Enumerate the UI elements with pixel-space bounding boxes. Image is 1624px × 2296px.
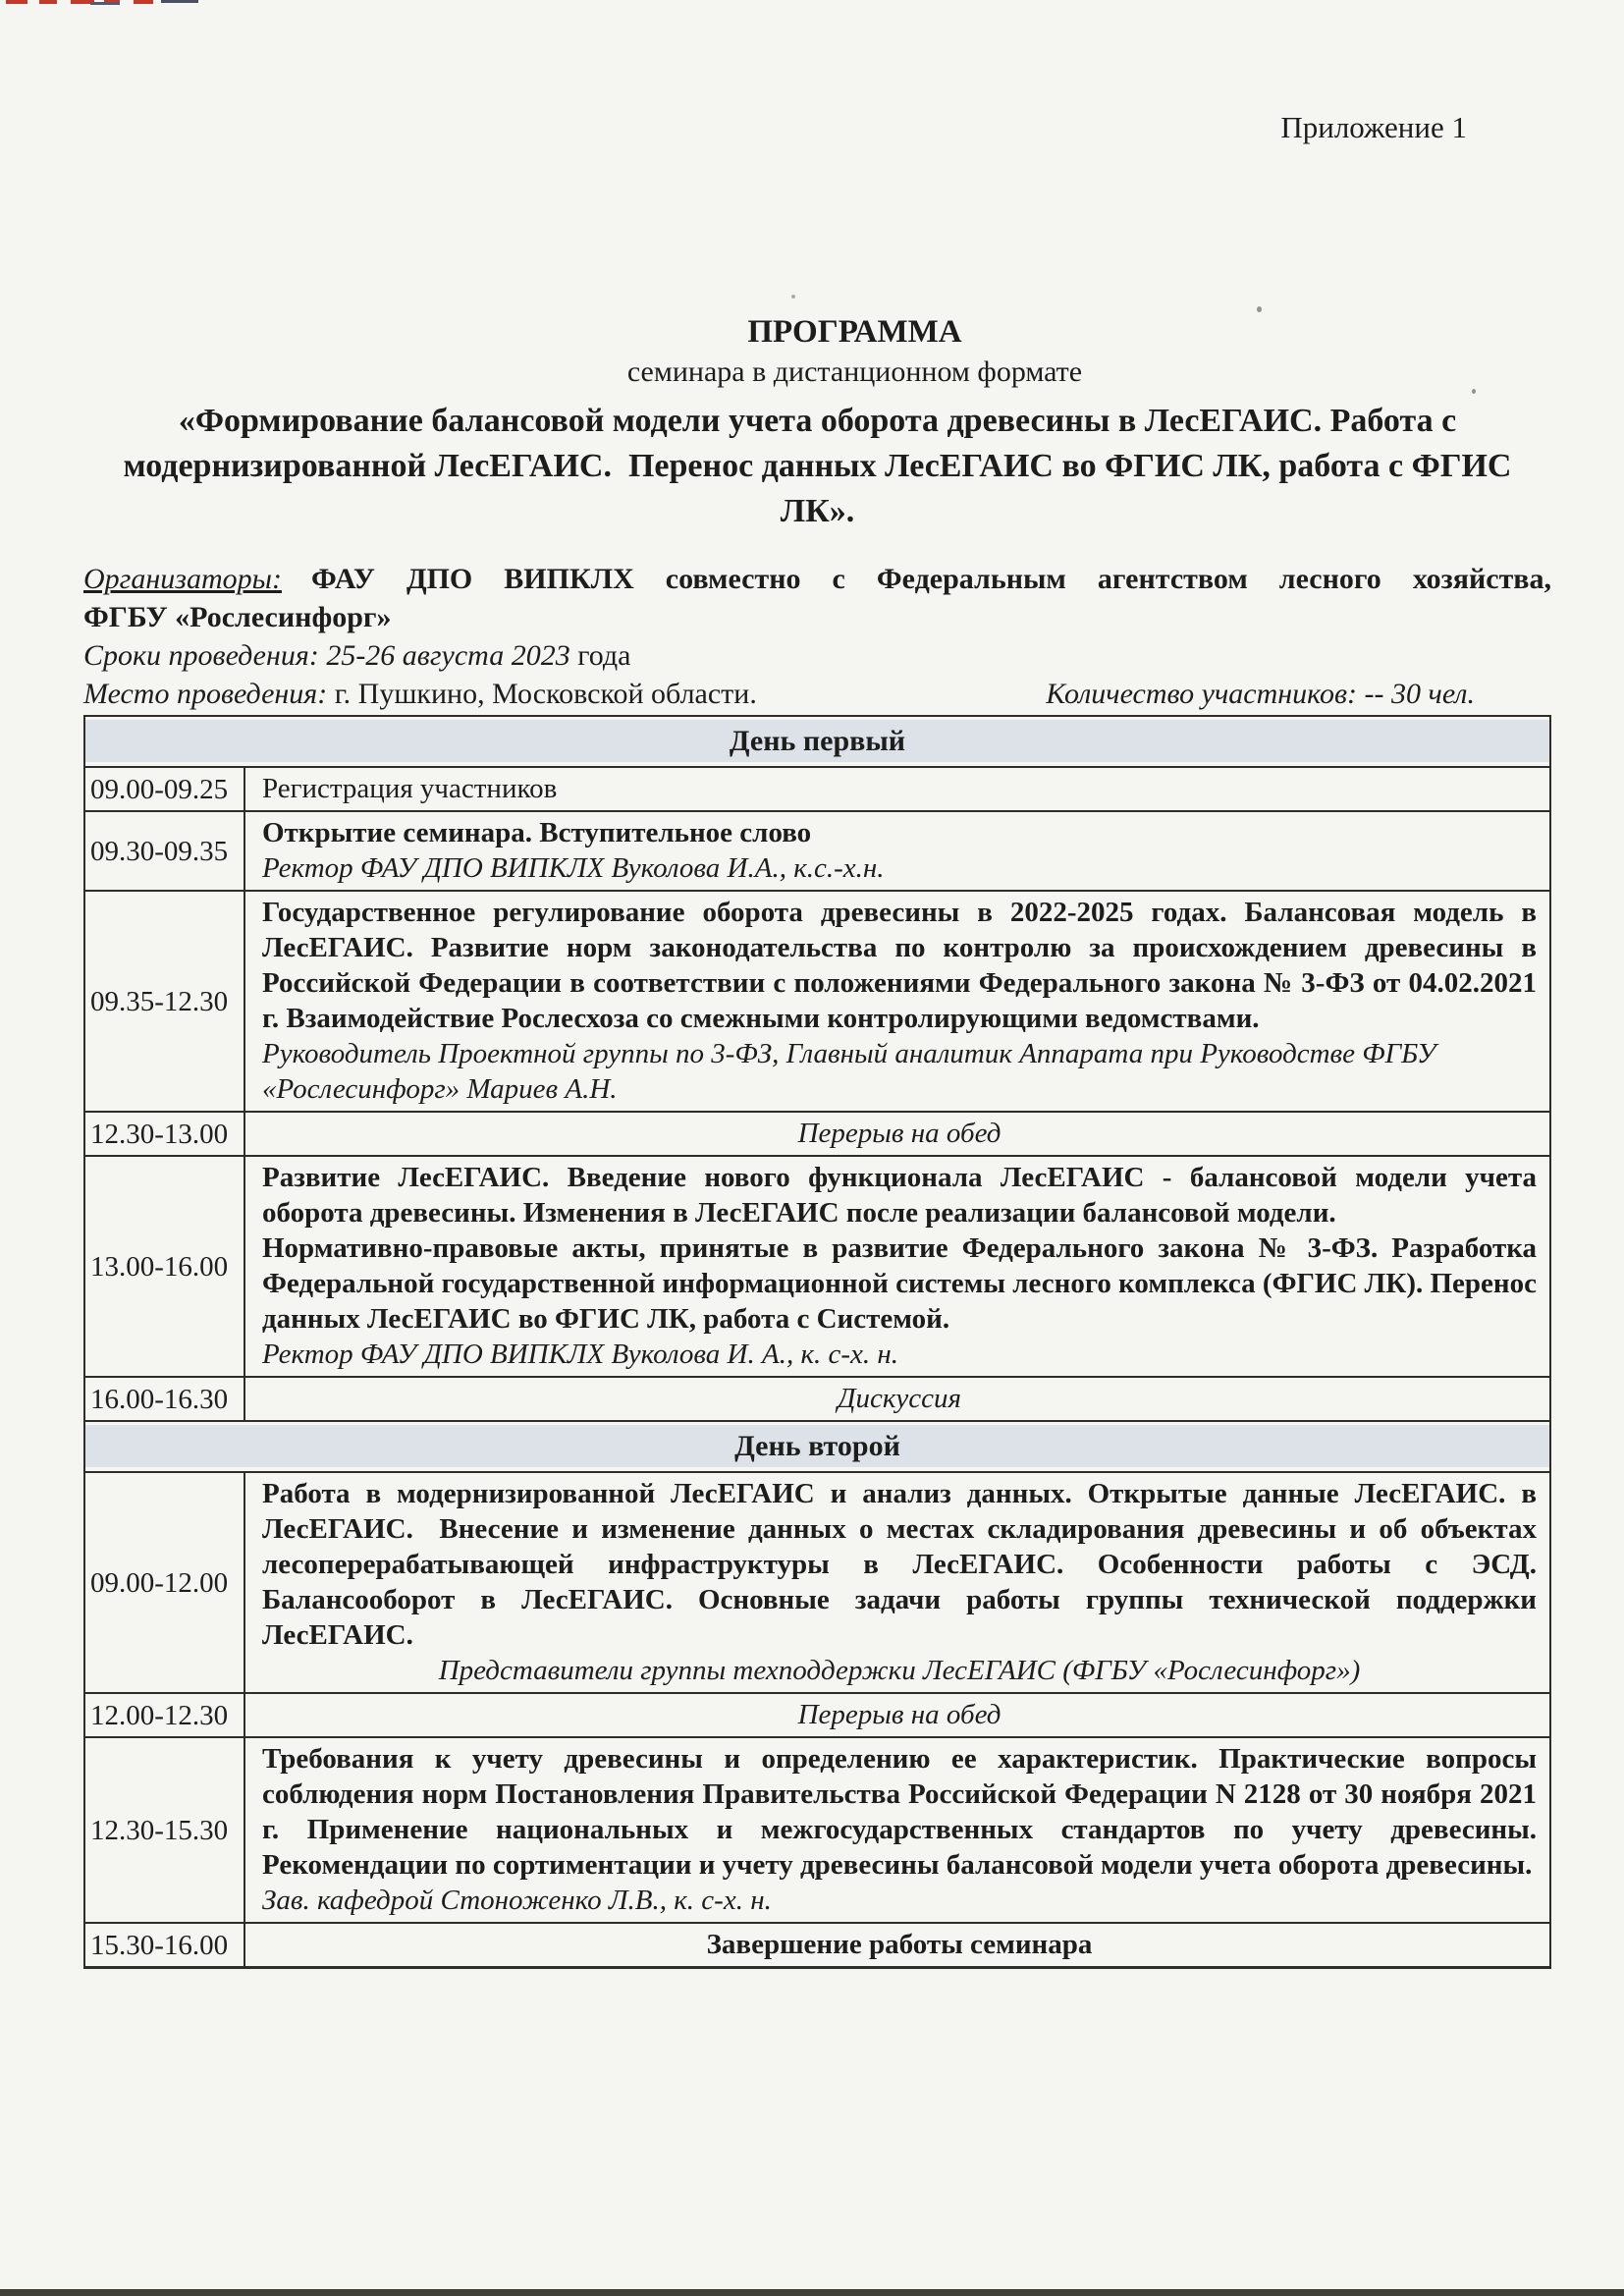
dates-line	[83, 636, 1551, 675]
day-header: День первый	[84, 716, 1550, 767]
session-content	[244, 811, 1550, 891]
session-time: 15.30-16.00	[84, 1923, 244, 1968]
location-line	[83, 675, 1551, 713]
session-time: 16.00-16.30	[84, 1377, 244, 1421]
session-time: 13.00-16.00	[84, 1156, 244, 1377]
session-row	[84, 1156, 1550, 1377]
session-speaker: Ректор ФАУ ДПО ВИПКЛХ Вуколова И. А., к. с-х. н.	[262, 1339, 899, 1370]
day-header-row	[84, 1421, 1550, 1472]
scan-speck	[791, 295, 795, 299]
participants-value: -- 30 чел.	[1364, 678, 1475, 710]
session-row	[84, 811, 1550, 891]
scan-artifact-red-dash	[6, 0, 27, 4]
organizers-line2	[83, 598, 1551, 636]
session-content	[244, 1472, 1550, 1693]
session-content	[244, 1112, 1550, 1156]
day-header: День второй	[84, 1421, 1550, 1472]
session-speaker: Ректор ФАУ ДПО ВИПКЛХ Вуколова И.А., к.с.-х.н.	[262, 852, 885, 884]
participants-group	[1046, 675, 1475, 713]
session-content	[244, 1693, 1550, 1737]
session-time: 09.00-12.00	[84, 1472, 244, 1693]
session-row	[84, 1693, 1550, 1737]
session-content	[244, 1377, 1550, 1421]
session-speaker: Зав. кафедрой Стоноженко Л.В., к. с-х. н.	[262, 1885, 772, 1916]
organizers-label: Организаторы:	[83, 563, 282, 595]
session-topic: Работа в модернизированной ЛесЕГАИС и анализ данных. Открытые данные ЛесЕГАИС. в ЛесЕГАИС. Внесение и изменение данных о местах складирования древесины и об объектах лесоперерабатывающей инфраструктуры в ЛесЕГАИС. Особенности работы с ЭСД. Балансооборот в ЛесЕГАИС. Основные задачи работы группы технической поддержки ЛесЕГАИС.	[262, 1478, 1537, 1651]
organizers-value-line2: ФГБУ «Рослесинфорг»	[83, 601, 392, 633]
dates-value: 25-26 августа 2023	[326, 639, 570, 672]
session-time: 09.30-09.35	[84, 811, 244, 891]
scan-artifact-red-dash	[39, 0, 57, 4]
location-group	[83, 675, 757, 713]
scan-artifact-dark-dash	[161, 0, 198, 3]
session-time: 12.30-13.00	[84, 1112, 244, 1156]
annex-label: Приложение 1	[1280, 110, 1467, 144]
session-time: 12.00-12.30	[84, 1693, 244, 1737]
session-topic: Государственное регулирование оборота древесины в 2022-2025 годах. Балансовая модель в ЛесЕГАИС. Развитие норм законодательства по контролю за происхождением древесины в Российской Федерации в соответствии с положениями Федерального закона № 3-ФЗ от 04.02.2021 г. Взаимодействие Рослесхоза со смежными контролирующими ведомствами.	[262, 897, 1537, 1034]
schedule-table	[83, 715, 1551, 1969]
session-topic: Завершение работы семинара	[706, 1929, 1093, 1960]
session-topic: Нормативно-правовые акты, принятые в развитие Федерального закона № 3-ФЗ. Разработка Федеральной государственной информационной системы лесного комплекса (ФГИС ЛК). Перенос данных ЛесЕГАИС во ФГИС ЛК, работа с Системой.	[262, 1232, 1537, 1335]
dates-label: Сроки проведения:	[83, 639, 319, 672]
session-time: 12.30-15.30	[84, 1737, 244, 1923]
day-header-row	[84, 716, 1550, 767]
session-topic: Открытие семинара. Вступительное слово	[262, 817, 812, 848]
schedule-body	[84, 716, 1550, 1968]
scan-speck	[1472, 389, 1476, 394]
session-time: 09.00-09.25	[84, 767, 244, 811]
scan-artifact-dark-dash	[90, 2, 120, 5]
organizers-value: ФАУ ДПО ВИПКЛХ совместно с Федеральным агентством лесного хозяйства,	[310, 563, 1552, 595]
document-content	[83, 110, 1551, 1969]
session-time: 09.35-12.30	[84, 891, 244, 1112]
seminar-title: «Формирование балансовой модели учета оборота древесины в ЛесЕГАИС. Работа с модернизированной ЛесЕГАИС. Перенос данных ЛесЕГАИС во ФГИС ЛК, работа с ФГИС ЛК».	[123, 403, 1512, 529]
scan-bottom-edge	[0, 2289, 1624, 2296]
session-topic: Требования к учету древесины и определению ее характеристик. Практические вопросы соблюдения норм Постановления Правительства Российской Федерации N 2128 от 30 ноября 2021 г. Применение национальных и межгосударственных стандартов по учету древесины. Рекомендации по сортиментации и учету древесины балансовой модели учета оборота древесины.	[262, 1743, 1537, 1881]
session-row	[84, 891, 1550, 1112]
session-speaker: Руководитель Проектной группы по 3-ФЗ, Главный аналитик Аппарата при Руководстве ФГБУ «Рослесинфорг» Мариев А.Н.	[262, 1038, 1436, 1105]
session-row	[84, 767, 1550, 811]
session-content	[244, 1923, 1550, 1968]
program-heading: ПРОГРАММА	[747, 314, 962, 350]
session-row	[84, 1737, 1550, 1923]
session-topic: Развитие ЛесЕГАИС. Введение нового функционала ЛесЕГАИС - балансовой модели учета оборота древесины. Изменения в ЛесЕГАИС после реализации балансовой модели.	[262, 1162, 1537, 1229]
session-content	[244, 767, 1550, 811]
session-speaker: Перерыв на обед	[797, 1118, 1001, 1149]
session-speaker: Представители группы техподдержки ЛесЕГАИС (ФГБУ «Рослесинфорг»)	[438, 1655, 1361, 1686]
location-label: Место проведения:	[83, 678, 328, 710]
session-content	[244, 1737, 1550, 1923]
session-row	[84, 1472, 1550, 1693]
scan-speck	[1257, 306, 1262, 312]
session-row	[84, 1377, 1550, 1421]
session-content	[244, 1156, 1550, 1377]
organizers-line	[83, 560, 1551, 598]
session-speaker: Дискуссия	[838, 1383, 961, 1414]
session-row	[84, 1112, 1550, 1156]
dates-suffix: года	[577, 639, 631, 672]
session-content	[244, 891, 1550, 1112]
session-topic: Регистрация участников	[262, 773, 558, 804]
session-row	[84, 1923, 1550, 1968]
program-subtitle: семинара в дистанционном формате	[626, 355, 1083, 388]
session-speaker: Перерыв на обед	[797, 1699, 1001, 1730]
participants-label: Количество участников:	[1046, 678, 1358, 710]
scan-artifact-red-dash	[134, 0, 153, 4]
location-value: г. Пушкино, Московской области.	[334, 678, 757, 710]
